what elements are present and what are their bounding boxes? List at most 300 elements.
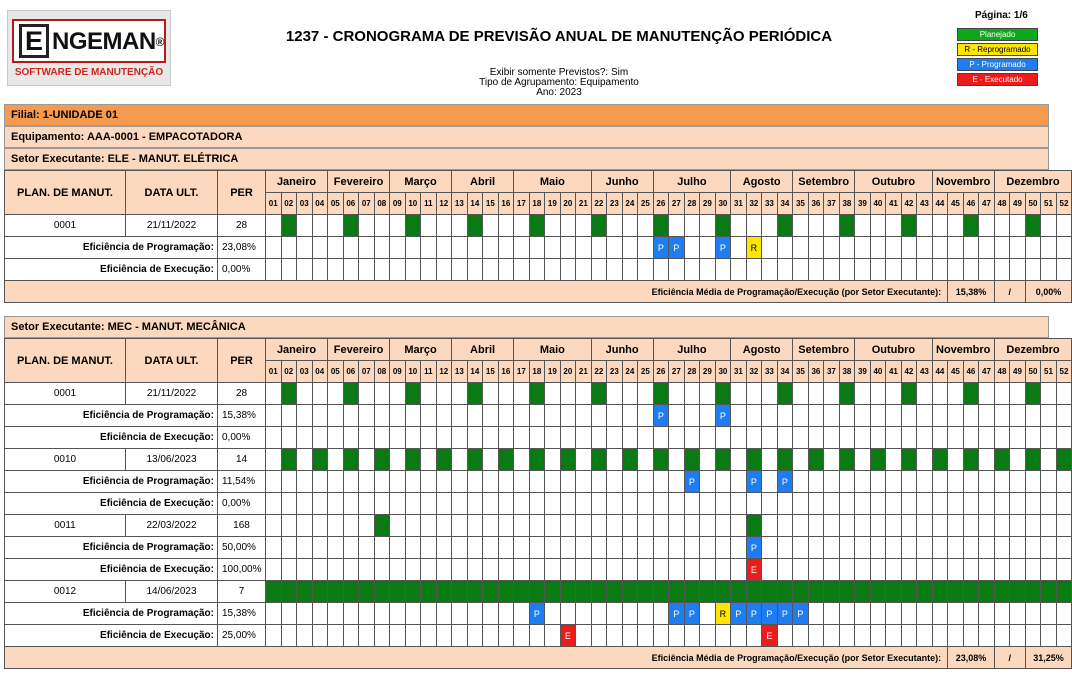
week-cell — [560, 405, 576, 427]
week-cell — [777, 427, 793, 449]
week-cell — [467, 493, 483, 515]
week-cell — [731, 237, 747, 259]
week-cell — [963, 427, 979, 449]
week-cell — [266, 493, 282, 515]
week-cell — [1010, 383, 1026, 405]
week-cell — [1010, 581, 1026, 603]
prog-efficiency-value: 15,38% — [218, 405, 266, 427]
week-cell — [793, 449, 809, 471]
week-cell — [731, 259, 747, 281]
week-cell — [1056, 383, 1072, 405]
week-cell — [591, 625, 607, 647]
week-cell — [312, 537, 328, 559]
week-cell — [483, 471, 499, 493]
week-cell — [870, 427, 886, 449]
week-header: 29 — [700, 361, 716, 383]
exec-efficiency-row — [5, 427, 1072, 449]
week-cell — [1056, 603, 1072, 625]
week-cell — [576, 603, 592, 625]
month-header: Maio — [514, 339, 592, 361]
sector-footer-row — [5, 281, 1072, 303]
week-cell — [328, 537, 344, 559]
week-cell — [839, 603, 855, 625]
week-cell — [994, 427, 1010, 449]
week-cell — [1041, 449, 1057, 471]
week-cell — [622, 515, 638, 537]
week-cell — [638, 427, 654, 449]
week-cell — [622, 405, 638, 427]
week-header: 34 — [777, 193, 793, 215]
footer-exec-value: 0,00% — [1025, 281, 1072, 303]
week-header: 05 — [328, 361, 344, 383]
week-cell — [808, 215, 824, 237]
week-cell — [917, 537, 933, 559]
week-cell — [808, 259, 824, 281]
week-cell — [684, 559, 700, 581]
week-cell — [576, 259, 592, 281]
week-cell — [545, 471, 561, 493]
week-cell — [1056, 237, 1072, 259]
week-cell — [731, 427, 747, 449]
week-cell — [1056, 449, 1072, 471]
week-cell — [266, 405, 282, 427]
week-cell — [777, 559, 793, 581]
week-cell — [886, 215, 902, 237]
week-cell — [1025, 559, 1041, 581]
week-cell — [421, 259, 437, 281]
week-cell — [405, 471, 421, 493]
week-cell — [281, 625, 297, 647]
week-cell — [855, 493, 871, 515]
week-header: 37 — [824, 361, 840, 383]
week-cell — [328, 559, 344, 581]
week-cell — [390, 471, 406, 493]
week-cell — [1010, 449, 1026, 471]
week-cell — [483, 537, 499, 559]
week-cell — [684, 383, 700, 405]
week-cell — [1010, 237, 1026, 259]
week-cell — [762, 427, 778, 449]
week-cell — [1010, 471, 1026, 493]
week-cell — [855, 471, 871, 493]
week-header: 06 — [343, 361, 359, 383]
week-cell — [312, 515, 328, 537]
week-cell — [281, 515, 297, 537]
week-cell — [731, 493, 747, 515]
week-cell: P — [653, 405, 669, 427]
equipment-band: Equipamento: AAA-0001 - EMPACOTADORA — [4, 126, 1049, 148]
week-cell — [855, 515, 871, 537]
week-cell — [1056, 471, 1072, 493]
week-header: 33 — [762, 193, 778, 215]
week-cell — [622, 603, 638, 625]
week-cell — [839, 215, 855, 237]
period: 28 — [218, 215, 266, 237]
week-cell — [483, 493, 499, 515]
week-cell: P — [746, 537, 762, 559]
week-cell — [467, 625, 483, 647]
week-cell — [777, 625, 793, 647]
week-cell — [1025, 603, 1041, 625]
week-cell: P — [669, 603, 685, 625]
week-cell — [855, 237, 871, 259]
week-header: 42 — [901, 193, 917, 215]
schedule-table — [4, 170, 1072, 303]
week-header: 44 — [932, 361, 948, 383]
week-cell — [359, 259, 375, 281]
week-cell — [359, 493, 375, 515]
week-header: 30 — [715, 361, 731, 383]
week-cell — [669, 471, 685, 493]
week-cell — [824, 559, 840, 581]
week-cell — [808, 471, 824, 493]
week-cell — [266, 237, 282, 259]
week-header: 22 — [591, 361, 607, 383]
week-cell — [746, 405, 762, 427]
legend-reprogramado: R - Reprogramado — [957, 43, 1038, 56]
week-cell — [715, 449, 731, 471]
week-cell — [374, 215, 390, 237]
week-header: 25 — [638, 193, 654, 215]
week-cell — [808, 603, 824, 625]
week-header: 10 — [405, 361, 421, 383]
week-cell — [281, 215, 297, 237]
week-cell — [359, 625, 375, 647]
week-cell — [715, 427, 731, 449]
week-cell — [948, 515, 964, 537]
week-cell — [948, 493, 964, 515]
week-cell — [359, 427, 375, 449]
week-cell: P — [669, 237, 685, 259]
week-cell — [963, 237, 979, 259]
week-cell — [591, 471, 607, 493]
week-cell — [653, 215, 669, 237]
exec-efficiency-value: 25,00% — [218, 625, 266, 647]
week-cell — [839, 427, 855, 449]
week-cell — [669, 515, 685, 537]
month-header: Março — [390, 171, 452, 193]
week-cell — [591, 259, 607, 281]
week-cell — [638, 515, 654, 537]
week-cell — [576, 471, 592, 493]
week-cell — [917, 259, 933, 281]
week-header: 42 — [901, 361, 917, 383]
week-cell — [390, 383, 406, 405]
week-cell — [343, 581, 359, 603]
week-cell — [622, 559, 638, 581]
week-cell — [1056, 625, 1072, 647]
week-cell — [994, 215, 1010, 237]
week-cell — [374, 581, 390, 603]
week-cell — [1041, 559, 1057, 581]
week-header: 51 — [1041, 361, 1057, 383]
week-cell — [405, 537, 421, 559]
week-cell — [715, 471, 731, 493]
week-cell — [514, 471, 530, 493]
week-cell — [405, 581, 421, 603]
week-cell — [1010, 625, 1026, 647]
week-header: 40 — [870, 193, 886, 215]
week-cell — [839, 625, 855, 647]
week-cell — [514, 215, 530, 237]
week-cell — [591, 215, 607, 237]
week-cell — [886, 559, 902, 581]
week-cell — [374, 259, 390, 281]
week-cell — [917, 493, 933, 515]
week-cell — [498, 259, 514, 281]
week-cell — [824, 427, 840, 449]
week-header: 31 — [731, 193, 747, 215]
week-header: 35 — [793, 361, 809, 383]
legend-planejado: Planejado — [957, 28, 1038, 41]
week-cell — [545, 215, 561, 237]
legend-executado: E - Executado — [957, 73, 1038, 86]
week-cell — [994, 581, 1010, 603]
week-header: 28 — [684, 193, 700, 215]
week-cell — [855, 259, 871, 281]
week-cell — [808, 383, 824, 405]
logo-frame — [12, 19, 166, 63]
week-cell — [436, 515, 452, 537]
week-cell — [870, 471, 886, 493]
week-cell — [870, 405, 886, 427]
week-cell — [824, 215, 840, 237]
week-cell — [622, 215, 638, 237]
week-cell — [855, 383, 871, 405]
week-cell — [421, 449, 437, 471]
week-cell — [1041, 427, 1057, 449]
week-cell: E — [762, 625, 778, 647]
week-cell — [669, 625, 685, 647]
week-cell — [963, 383, 979, 405]
week-cell — [886, 237, 902, 259]
week-header: 18 — [529, 193, 545, 215]
week-cell — [297, 515, 313, 537]
week-header: 38 — [839, 193, 855, 215]
week-cell — [870, 559, 886, 581]
week-cell — [1041, 581, 1057, 603]
plan-code: 0010 — [5, 449, 126, 471]
week-cell — [963, 259, 979, 281]
week-cell — [576, 383, 592, 405]
week-cell — [653, 581, 669, 603]
week-cell — [374, 603, 390, 625]
week-cell — [545, 625, 561, 647]
week-cell — [715, 537, 731, 559]
logo-subtitle: SOFTWARE DE MANUTENÇÃO — [14, 67, 164, 78]
week-cell — [328, 237, 344, 259]
prog-efficiency-value: 50,00% — [218, 537, 266, 559]
week-cell — [266, 215, 282, 237]
week-cell — [483, 259, 499, 281]
week-cell — [622, 537, 638, 559]
week-cell — [591, 427, 607, 449]
week-cell — [669, 581, 685, 603]
week-cell — [452, 603, 468, 625]
prog-efficiency-label: Eficiência de Programação: — [5, 405, 218, 427]
week-cell — [870, 449, 886, 471]
week-cell — [932, 215, 948, 237]
period: 168 — [218, 515, 266, 537]
week-cell — [994, 515, 1010, 537]
week-cell — [638, 471, 654, 493]
week-cell — [638, 259, 654, 281]
week-cell — [312, 427, 328, 449]
week-header: 14 — [467, 193, 483, 215]
week-cell — [405, 237, 421, 259]
week-cell — [746, 383, 762, 405]
month-header: Junho — [591, 339, 653, 361]
week-cell — [793, 625, 809, 647]
week-cell — [715, 259, 731, 281]
week-cell — [281, 581, 297, 603]
week-cell — [731, 559, 747, 581]
week-cell — [421, 215, 437, 237]
week-cell — [467, 405, 483, 427]
week-cell — [405, 603, 421, 625]
exec-efficiency-label: Eficiência de Execução: — [5, 625, 218, 647]
week-cell — [824, 537, 840, 559]
week-cell — [669, 449, 685, 471]
week-cell — [731, 625, 747, 647]
week-cell — [529, 259, 545, 281]
week-cell — [622, 383, 638, 405]
week-cell — [824, 493, 840, 515]
week-cell — [467, 515, 483, 537]
week-cell — [374, 383, 390, 405]
week-cell — [746, 215, 762, 237]
week-cell — [576, 581, 592, 603]
week-cell — [405, 259, 421, 281]
week-cell — [390, 215, 406, 237]
week-cell — [1010, 603, 1026, 625]
week-cell — [545, 515, 561, 537]
week-cell — [328, 603, 344, 625]
week-cell — [963, 215, 979, 237]
week-cell — [1041, 471, 1057, 493]
week-cell — [994, 259, 1010, 281]
week-cell — [1025, 581, 1041, 603]
week-cell — [715, 215, 731, 237]
week-cell — [886, 493, 902, 515]
week-cell — [622, 581, 638, 603]
week-cell — [917, 427, 933, 449]
week-cell — [359, 515, 375, 537]
week-cell — [886, 537, 902, 559]
exec-efficiency-label: Eficiência de Execução: — [5, 559, 218, 581]
week-cell — [762, 383, 778, 405]
week-cell — [855, 405, 871, 427]
week-cell — [452, 259, 468, 281]
week-cell — [467, 471, 483, 493]
week-cell — [824, 471, 840, 493]
week-cell — [560, 383, 576, 405]
week-cell — [343, 625, 359, 647]
week-cell: R — [746, 237, 762, 259]
week-cell — [607, 625, 623, 647]
week-cell — [483, 449, 499, 471]
week-cell — [870, 603, 886, 625]
week-cell — [359, 237, 375, 259]
prog-efficiency-row — [5, 405, 1072, 427]
week-cell — [793, 405, 809, 427]
week-cell — [793, 215, 809, 237]
week-cell — [390, 427, 406, 449]
month-header: Fevereiro — [328, 171, 390, 193]
week-cell — [700, 237, 716, 259]
week-cell — [498, 559, 514, 581]
week-cell — [994, 559, 1010, 581]
week-cell — [932, 259, 948, 281]
week-cell — [560, 427, 576, 449]
col-header-date: DATA ULT. — [126, 339, 218, 383]
week-cell — [452, 493, 468, 515]
week-header: 37 — [824, 193, 840, 215]
week-cell — [963, 581, 979, 603]
week-cell — [746, 427, 762, 449]
month-header: Setembro — [793, 171, 855, 193]
week-cell — [498, 427, 514, 449]
exec-efficiency-label: Eficiência de Execução: — [5, 259, 218, 281]
week-cell — [343, 237, 359, 259]
week-cell — [452, 237, 468, 259]
week-cell — [901, 471, 917, 493]
week-header: 29 — [700, 193, 716, 215]
plan-code: 0011 — [5, 515, 126, 537]
week-cell — [917, 603, 933, 625]
week-cell — [870, 493, 886, 515]
week-cell — [483, 405, 499, 427]
week-cell — [576, 405, 592, 427]
week-header: 45 — [948, 361, 964, 383]
week-cell — [653, 471, 669, 493]
week-cell — [343, 383, 359, 405]
week-cell: P — [715, 237, 731, 259]
week-cell — [529, 515, 545, 537]
week-cell — [917, 449, 933, 471]
week-cell — [653, 559, 669, 581]
week-cell — [669, 537, 685, 559]
week-cell: R — [715, 603, 731, 625]
week-cell — [436, 449, 452, 471]
week-cell — [808, 449, 824, 471]
week-cell — [886, 449, 902, 471]
week-cell — [793, 515, 809, 537]
week-cell — [700, 625, 716, 647]
week-header: 10 — [405, 193, 421, 215]
week-cell — [700, 383, 716, 405]
exec-efficiency-row — [5, 259, 1072, 281]
week-cell — [731, 537, 747, 559]
week-cell — [607, 383, 623, 405]
footer-separator: / — [994, 281, 1025, 303]
week-cell — [932, 449, 948, 471]
footer-exec-value: 31,25% — [1025, 647, 1072, 669]
week-cell — [498, 581, 514, 603]
week-cell — [576, 449, 592, 471]
week-cell — [824, 625, 840, 647]
week-cell — [1010, 515, 1026, 537]
week-cell: P — [777, 471, 793, 493]
week-cell — [545, 259, 561, 281]
month-header: Julho — [653, 171, 731, 193]
sector-band: Setor Executante: ELE - MANUT. ELÉTRICA — [4, 148, 1049, 170]
week-header: 52 — [1056, 361, 1072, 383]
week-cell — [421, 559, 437, 581]
week-cell — [979, 215, 995, 237]
week-cell — [390, 515, 406, 537]
week-cell — [731, 405, 747, 427]
